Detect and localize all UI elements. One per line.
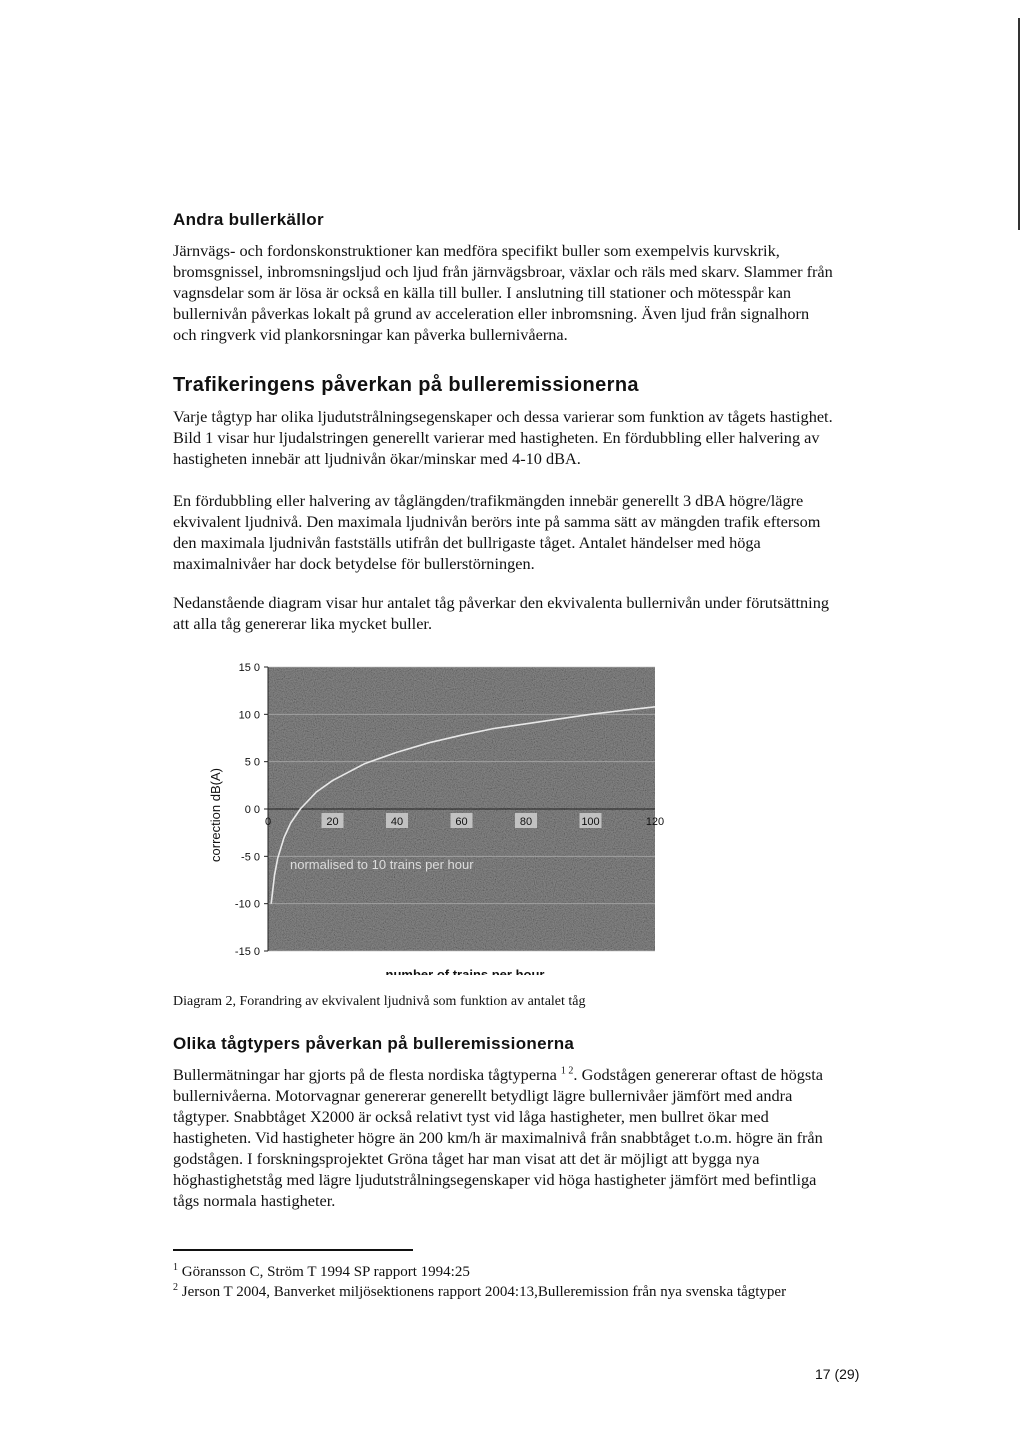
y-axis-label: correction dB(A) bbox=[208, 768, 223, 862]
page-number: 17 (29) bbox=[815, 1366, 860, 1382]
paragraph-olika bbox=[173, 1064, 933, 1211]
footnote-separator bbox=[173, 1249, 413, 1251]
text-line bbox=[173, 1148, 933, 1169]
x-tick-label: 0 bbox=[264, 816, 272, 828]
text-segment: tågs normala hastigheter. bbox=[173, 1191, 336, 1210]
text-line bbox=[173, 1190, 933, 1211]
text-line: En fördubbling eller halvering av tåglängden/trafikmängden innebär generellt 3 dBA högre/lägre bbox=[173, 491, 804, 510]
y-tick-label: -10 0 bbox=[234, 898, 260, 911]
text-segment: höghastighetståg med lägre ljudutstrålningsegenskaper vid höga hastigheter jämfört med befintliga bbox=[173, 1170, 817, 1189]
y-tick-label: 15 0 bbox=[238, 662, 260, 674]
text-line bbox=[173, 1127, 933, 1148]
text-line: Bild 1 visar hur ljudalstringen generellt varierar med hastigheten. En fördubbling eller halvering av bbox=[173, 428, 820, 447]
footnote-1-number: 1 bbox=[173, 1262, 178, 1273]
footnote-2 bbox=[173, 1282, 973, 1302]
text-line: bromsgnissel, inbromsningsljud och ljud från järnvägsbroar, växlar och räls med skarv. Slammer från bbox=[173, 262, 833, 281]
text-line: Järnvägs- och fordonskonstruktioner kan medföra specifikt buller som exempelvis kurvskrik, bbox=[173, 241, 780, 260]
text-line: den maximala ljudnivån fastställs utifrån det bullrigaste tåget. Antalet händelser med höga bbox=[173, 533, 761, 552]
chart-svg bbox=[180, 655, 720, 975]
footnote-2-number: 2 bbox=[173, 1282, 178, 1293]
paragraph-andra bbox=[173, 240, 913, 345]
y-tick-label: 10 0 bbox=[238, 709, 260, 722]
text-line bbox=[173, 1085, 933, 1106]
heading-olika-tagtypers: Olika tågtypers påverkan på bulleremissionerna bbox=[173, 1034, 575, 1053]
chart-annotation: normalised to 10 trains per hour bbox=[290, 857, 474, 872]
text-line: hastigheten innebär att ljudnivån ökar/minskar med 4-10 dBA. bbox=[173, 449, 581, 468]
text-line bbox=[173, 1064, 933, 1085]
footnotes bbox=[173, 1262, 973, 1302]
text-line: maximalnivåer har dock betydelse för bullerstörningen. bbox=[173, 554, 535, 573]
x-tick-label: 20 bbox=[326, 816, 339, 828]
footnote-reference: 1 2 bbox=[560, 1065, 574, 1077]
x-tick-label: 60 bbox=[455, 816, 468, 828]
text-line bbox=[173, 1106, 933, 1127]
paragraph-trafik-2 bbox=[173, 490, 933, 574]
page-edge-line bbox=[1018, 18, 1020, 230]
footnote-1-text: Göransson C, Ström T 1994 SP rapport 1994:25 bbox=[181, 1264, 470, 1280]
x-tick-label: 80 bbox=[519, 816, 533, 828]
x-axis-label: number of trains per hour bbox=[385, 967, 545, 975]
x-tick-label: 40 bbox=[390, 816, 404, 828]
text-line: Varje tågtyp har olika ljudutstrålningsegenskaper och dessa varierar som funktion av tågets hastighet. bbox=[173, 407, 833, 426]
y-tick-label: -15 0 bbox=[234, 946, 260, 958]
footnote-1 bbox=[173, 1262, 973, 1282]
text-segment: . Godstågen genererar oftast de högsta bbox=[573, 1065, 823, 1084]
text-line: ekvivalent ljudnivå. Den maximala ljudnivån berörs inte på samma sätt av mängden trafik eftersom bbox=[173, 512, 821, 531]
heading-trafikeringens: Trafikeringens påverkan på bulleremissionerna bbox=[173, 374, 639, 396]
diagram-2-chart bbox=[180, 655, 720, 975]
text-segment: tågtyper. Snabbtåget X2000 är också relativt tyst vid låga hastigheter, men bullret ökar med bbox=[173, 1107, 769, 1126]
y-tick-label: 5 0 bbox=[244, 756, 260, 769]
text-line: att alla tåg genererar lika mycket buller. bbox=[173, 614, 433, 633]
diagram-caption: Diagram 2, Forandring av ekvivalent ljudnivå som funktion av antalet tåg bbox=[173, 994, 586, 1009]
text-segment: bullernivåerna. Motorvagnar genererar generellt betydligt lägre bullernivåer jämfört med andra bbox=[173, 1086, 793, 1105]
footnote-2-text: Jerson T 2004, Banverket miljösektionens rapport 2004:13,Bulleremission från nya svenska tågtyper bbox=[181, 1284, 787, 1300]
text-line: bullernivån påverkas lokalt på grund av acceleration eller inbromsning. Även ljud från signalhorn bbox=[173, 304, 810, 323]
text-segment: godstågen. I forskningsprojektet Gröna tåget har man visat att det är möjligt att bygga nya bbox=[173, 1149, 760, 1168]
paragraph-trafik-3 bbox=[173, 592, 933, 634]
y-tick-label: -5 0 bbox=[241, 851, 260, 864]
x-tick-label: 100 bbox=[581, 816, 600, 828]
text-segment: hastigheten. Vid hastigheter högre än 200 km/h är maximalnivå från snabbtåget t.o.m. högre än från bbox=[173, 1128, 823, 1147]
text-line: och ringverk vid plankorsningar kan påverka bullernivåerna. bbox=[173, 325, 568, 344]
text-line: Nedanstående diagram visar hur antalet tåg påverkar den ekvivalenta bullernivån under förutsättning bbox=[173, 593, 829, 612]
heading-andra-bullerkallor: Andra bullerkällor bbox=[173, 210, 324, 229]
text-line bbox=[173, 1169, 933, 1190]
y-tick-label: 0 0 bbox=[244, 804, 260, 816]
text-line: vagnsdelar som är lösa är också en källa till buller. I anslutning till stationer och mötesspår kan bbox=[173, 283, 792, 302]
text-segment: Bullermätningar har gjorts på de flesta nordiska tågtyperna bbox=[173, 1065, 561, 1084]
paragraph-trafik-1 bbox=[173, 406, 933, 469]
x-tick-label: 120 bbox=[645, 816, 665, 828]
